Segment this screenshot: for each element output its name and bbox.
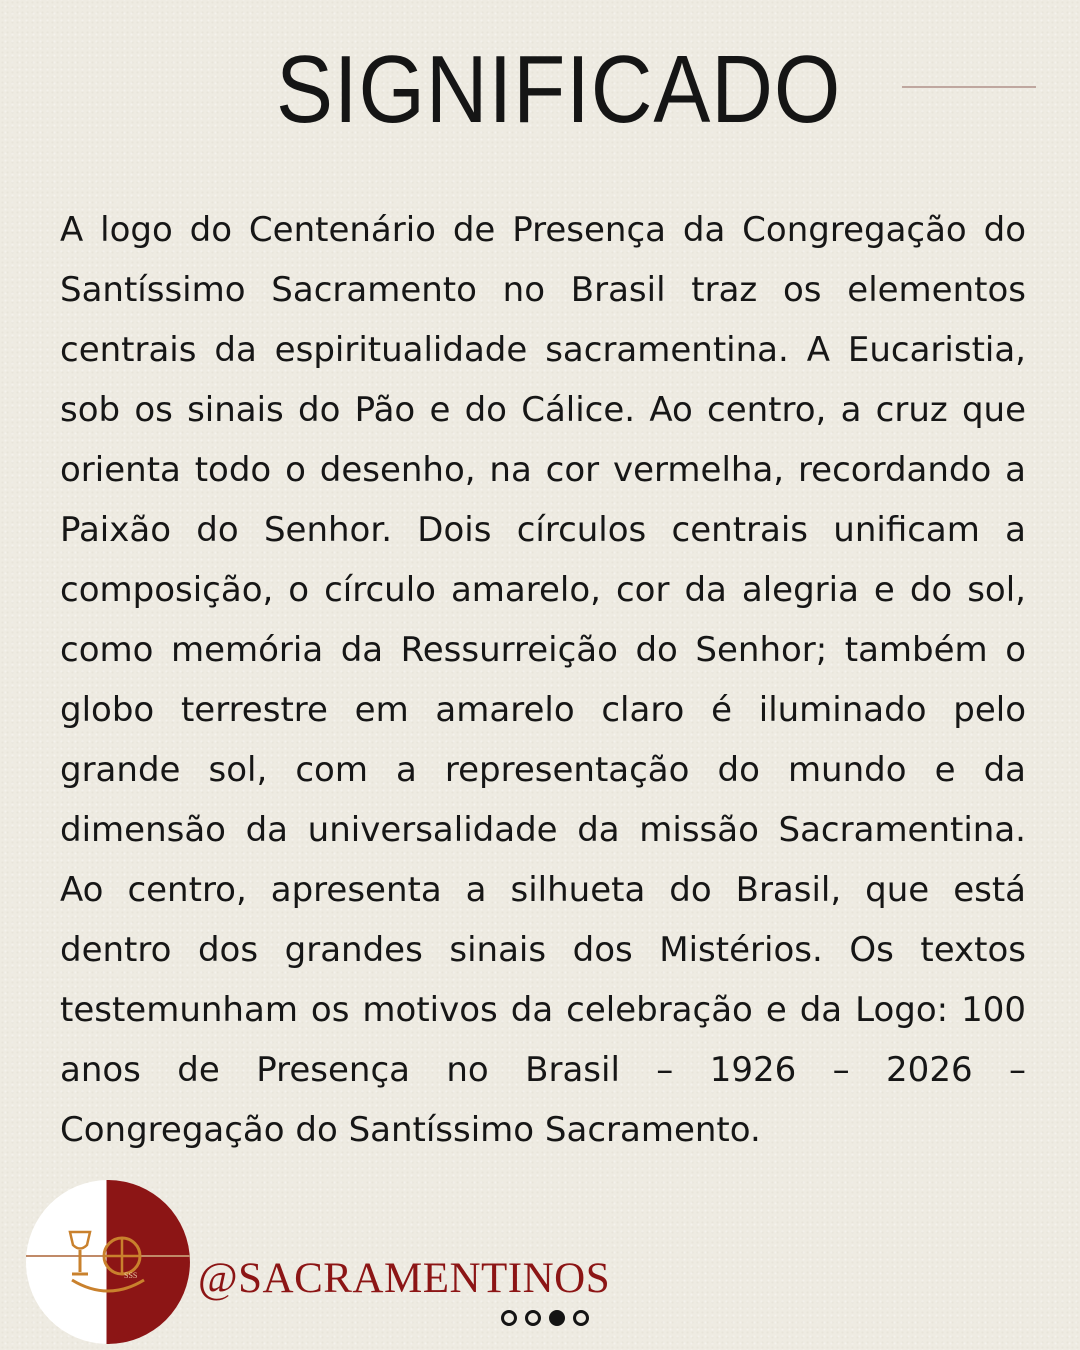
pagination-dot-1[interactable] [501,1310,517,1326]
pagination-dots [501,1310,589,1326]
logo-mark-text: SSS [124,1271,138,1280]
logo-red-half [108,1180,190,1344]
page-title: SIGNIFICADO [276,36,842,143]
pagination-dot-2[interactable] [525,1310,541,1326]
body-paragraph: A logo do Centenário de Presença da Congregação do Santíssimo Sacramento no Brasil traz os elementos centrais da espiritualidade sacramentina. A Eucaristia, sob os sinais do Pão e do Cálice. Ao centro, a cruz que orienta todo o desenho, na cor vermelha, recordando a Paixão do Senhor. Dois círculos centrais unificam a composição, o círculo amarelo, cor da alegria e do sol, como memória da Ressurreição do Senhor; também o globo terrestre em amarelo claro é iluminado pelo grande sol, com a representação do mundo e da dimensão da universalidade da missão Sacramentina. Ao centro, apresenta a silhueta do Brasil, que está dentro dos grandes sinais dos Mistérios. Os textos testemunham os motivos da celebração e da Logo: 100 anos de Presença no Brasil – 1926 – 2026 – Congregação do Santíssimo Sacramento. [60,210,1026,1150]
title-divider [902,86,1036,88]
globe-host-icon [104,1238,140,1274]
pagination-dot-4[interactable] [573,1310,589,1326]
pagination-dot-3[interactable] [549,1310,565,1326]
sacramentinos-logo [26,1180,190,1344]
social-handle[interactable]: @SACRAMENTINOS [198,1255,611,1302]
